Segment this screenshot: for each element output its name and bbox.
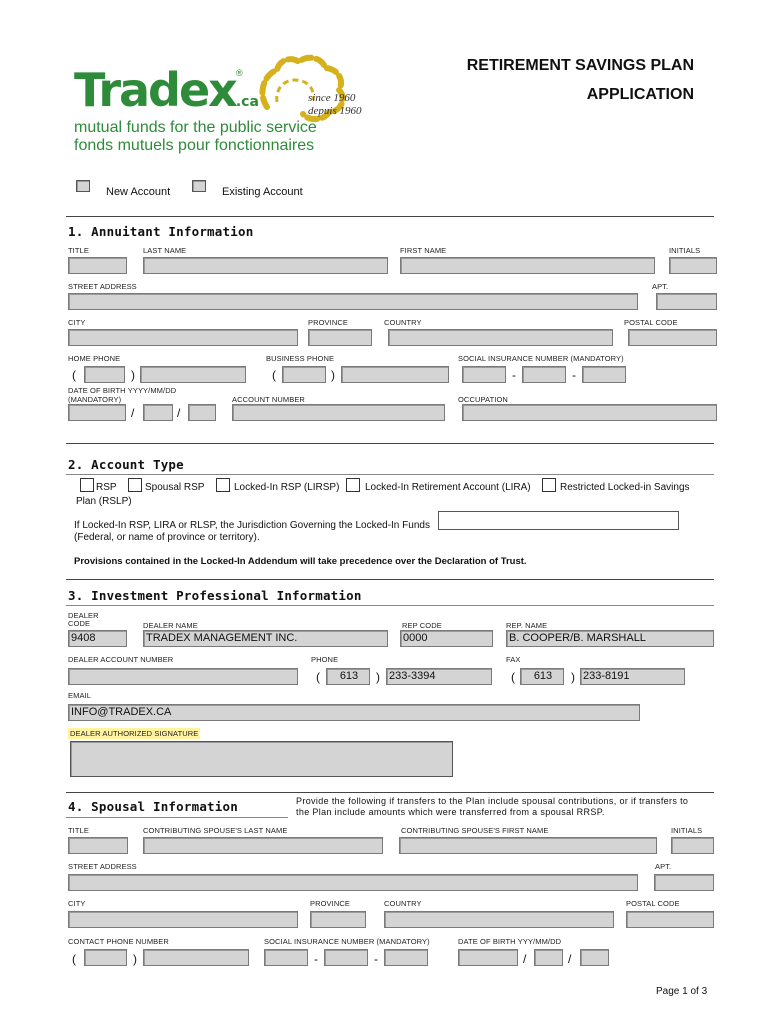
street-field[interactable] [68, 293, 638, 310]
tagline-en: mutual funds for the public service [74, 119, 317, 136]
sin-part1-field[interactable] [462, 366, 506, 383]
dob-year-field[interactable] [68, 404, 126, 421]
fax-label: FAX [506, 655, 521, 664]
occupation-field[interactable] [462, 404, 717, 421]
sp-first-name-label: CONTRIBUTING SPOUSE'S FIRST NAME [401, 826, 549, 835]
form-title-line2: APPLICATION [586, 86, 694, 103]
sp-phone-rparen: ) [133, 952, 137, 966]
sp-last-name-field[interactable] [143, 837, 383, 854]
home-phone-label: HOME PHONE [68, 354, 121, 363]
sp-dob-label: DATE OF BIRTH YYY/MM/DD [458, 937, 562, 946]
jurisdiction-text-2: (Federal, or name of province or territory). [74, 532, 260, 543]
dealer-account-label: DEALER ACCOUNT NUMBER [68, 655, 174, 664]
dealer-code-label-1: DEALER [68, 611, 99, 620]
apt-field[interactable] [656, 293, 717, 310]
new-account-checkbox[interactable] [76, 180, 90, 192]
spousal-note-2: the Plan include amounts which were transferred from a spousal RRSP. [296, 807, 605, 817]
section1-title: 1. Annuitant Information [68, 224, 254, 239]
business-phone-lparen: ( [272, 368, 276, 382]
sp-country-label: COUNTRY [384, 899, 422, 908]
sp-sin-dash-2: - [374, 952, 378, 966]
sin-part3-field[interactable] [582, 366, 626, 383]
provisions-note: Provisions contained in the Locked-In Addendum will take precedence over the Declaration of Trust. [74, 556, 527, 567]
jurisdiction-text-1: If Locked-In RSP, LIRA or RLSP, the Jurisdiction Governing the Locked-In Funds [74, 520, 430, 531]
section2-subrule [66, 474, 714, 475]
title-field[interactable] [68, 257, 127, 274]
phone-rparen: ) [376, 670, 380, 684]
province-label: PROVINCE [308, 318, 348, 327]
dealer-signature-field[interactable] [70, 741, 453, 777]
sin-dash-2: - [572, 368, 576, 382]
province-field[interactable] [308, 329, 372, 346]
dob-day-field[interactable] [188, 404, 216, 421]
dealer-signature-label: DEALER AUTHORIZED SIGNATURE [70, 729, 199, 738]
business-phone-rparen: ) [331, 368, 335, 382]
business-phone-label: BUSINESS PHONE [266, 354, 335, 363]
home-phone-lparen: ( [72, 368, 76, 382]
logo-suffix: .ca [235, 94, 259, 110]
sin-dash-1: - [512, 368, 516, 382]
sp-phone-number-field[interactable] [143, 949, 249, 966]
sp-dob-slash-1: / [523, 952, 527, 966]
rep-name-field[interactable]: B. COOPER/B. MARSHALL [506, 630, 714, 647]
sp-postal-field[interactable] [626, 911, 714, 928]
sp-dob-year-field[interactable] [458, 949, 518, 966]
sp-city-label: CITY [68, 899, 86, 908]
sp-sin-part1-field[interactable] [264, 949, 308, 966]
sp-sin-part3-field[interactable] [384, 949, 428, 966]
sp-country-field[interactable] [384, 911, 614, 928]
sp-dob-slash-2: / [568, 952, 572, 966]
section4-rule [66, 792, 714, 793]
lirsp-label: Locked-In RSP (LIRSP) [234, 482, 340, 493]
sp-sin-label: SOCIAL INSURANCE NUMBER (MANDATORY) [264, 937, 430, 946]
rsp-label: RSP [96, 482, 117, 493]
sp-phone-lparen: ( [72, 952, 76, 966]
section4-title: 4. Spousal Information [68, 799, 238, 814]
sp-province-field[interactable] [310, 911, 366, 928]
sp-apt-field[interactable] [654, 874, 714, 891]
fax-lparen: ( [511, 670, 515, 684]
lirsp-checkbox[interactable] [216, 478, 230, 492]
sp-street-field[interactable] [68, 874, 638, 891]
sp-postal-label: POSTAL CODE [626, 899, 680, 908]
postal-label: POSTAL CODE [624, 318, 678, 327]
sin-part2-field[interactable] [522, 366, 566, 383]
spousal-rsp-checkbox[interactable] [128, 478, 142, 492]
section1-rule [66, 216, 714, 217]
dob-slash-1: / [131, 406, 135, 420]
sp-last-name-label: CONTRIBUTING SPOUSE'S LAST NAME [143, 826, 288, 835]
since-en: since 1960 [308, 92, 356, 104]
section2-title: 2. Account Type [68, 457, 184, 472]
sp-apt-label: APT. [655, 862, 672, 871]
form-title-line1: RETIREMENT SAVINGS PLAN [466, 57, 694, 74]
fax-rparen: ) [571, 670, 575, 684]
phone-area-field[interactable]: 613 [326, 668, 370, 685]
initials-field[interactable] [669, 257, 717, 274]
home-number-field[interactable] [140, 366, 246, 383]
sp-initials-label: INITIALS [671, 826, 703, 835]
sp-dob-day-field[interactable] [580, 949, 609, 966]
country-field[interactable] [388, 329, 613, 346]
fax-number-field[interactable]: 233-8191 [580, 668, 685, 685]
spousal-note-1: Provide the following if transfers to the Plan include spousal contributions, or if transfers to [296, 796, 689, 806]
street-label: STREET ADDRESS [68, 282, 137, 291]
rlsp-checkbox[interactable] [542, 478, 556, 492]
since-fr: depuis 1960 [308, 105, 362, 117]
home-phone-rparen: ) [131, 368, 135, 382]
dob-label-2: (MANDATORY) [68, 395, 122, 404]
phone-lparen: ( [316, 670, 320, 684]
dealer-code-label-2: CODE [68, 619, 91, 628]
business-number-field[interactable] [341, 366, 449, 383]
sin-label: SOCIAL INSURANCE NUMBER (MANDATORY) [458, 354, 624, 363]
phone-number-field[interactable]: 233-3394 [386, 668, 492, 685]
email-label: EMAIL [68, 691, 92, 700]
rsp-checkbox[interactable] [80, 478, 94, 492]
spousal-rsp-label: Spousal RSP [145, 482, 205, 493]
last-name-label: LAST NAME [143, 246, 187, 255]
sp-sin-dash-1: - [314, 952, 318, 966]
sp-street-label: STREET ADDRESS [68, 862, 137, 871]
lira-label: Locked-In Retirement Account (LIRA) [365, 482, 531, 493]
dob-label-1: DATE OF BIRTH YYYY/MM/DD [68, 386, 177, 395]
first-name-field[interactable] [400, 257, 655, 274]
account-number-field[interactable] [232, 404, 445, 421]
dealer-code-field[interactable]: 9408 [68, 630, 127, 647]
existing-account-label: Existing Account [222, 186, 303, 198]
dob-slash-2: / [177, 406, 181, 420]
rlsp-label-2: Plan (RSLP) [76, 496, 132, 507]
logo-registered: ® [236, 68, 243, 78]
logo-word: Tradex [74, 63, 236, 117]
new-account-label: New Account [106, 186, 171, 198]
dealer-name-field[interactable]: TRADEX MANAGEMENT INC. [143, 630, 388, 647]
tagline-fr: fonds mutuels pour fonctionnaires [74, 137, 315, 154]
sp-first-name-field[interactable] [399, 837, 657, 854]
fax-area-field[interactable]: 613 [520, 668, 564, 685]
logo-wordmark [74, 63, 259, 126]
lira-checkbox[interactable] [346, 478, 360, 492]
phone-label: PHONE [311, 655, 339, 664]
postal-field[interactable] [628, 329, 717, 346]
initials-label: INITIALS [669, 246, 701, 255]
dealer-name-label: DEALER NAME [143, 621, 198, 630]
city-field[interactable] [68, 329, 298, 346]
sp-sin-part2-field[interactable] [324, 949, 368, 966]
rlsp-label-1: Restricted Locked-in Savings [560, 482, 690, 493]
section3-rule [66, 579, 714, 580]
page-number: Page 1 of 3 [656, 986, 708, 997]
email-field[interactable]: INFO@TRADEX.CA [68, 704, 640, 721]
sp-contact-phone-label: CONTACT PHONE NUMBER [68, 937, 169, 946]
rep-code-label: REP CODE [402, 621, 442, 630]
business-area-field[interactable] [282, 366, 326, 383]
jurisdiction-field[interactable] [438, 511, 679, 530]
last-name-field[interactable] [143, 257, 388, 274]
existing-account-checkbox[interactable] [192, 180, 206, 192]
sp-city-field[interactable] [68, 911, 298, 928]
sp-dob-month-field[interactable] [534, 949, 563, 966]
dob-month-field[interactable] [143, 404, 173, 421]
title-label: TITLE [68, 246, 89, 255]
rep-code-field[interactable]: 0000 [400, 630, 493, 647]
section4-subrule [66, 817, 288, 818]
section3-subrule [66, 605, 714, 606]
first-name-label: FIRST NAME [400, 246, 447, 255]
sp-phone-area-field[interactable] [84, 949, 127, 966]
section3-title: 3. Investment Professional Information [68, 588, 362, 603]
sp-title-field[interactable] [68, 837, 128, 854]
account-number-label: ACCOUNT NUMBER [232, 395, 305, 404]
rep-name-label: REP. NAME [506, 621, 548, 630]
dealer-account-field[interactable] [68, 668, 298, 685]
section2-rule [66, 443, 714, 444]
home-area-field[interactable] [84, 366, 125, 383]
sp-province-label: PROVINCE [310, 899, 350, 908]
city-label: CITY [68, 318, 86, 327]
sp-title-label: TITLE [68, 826, 89, 835]
apt-label: APT. [652, 282, 669, 291]
occupation-label: OCCUPATION [458, 395, 508, 404]
sp-initials-field[interactable] [671, 837, 714, 854]
country-label: COUNTRY [384, 318, 422, 327]
tradex-logo [72, 52, 372, 162]
